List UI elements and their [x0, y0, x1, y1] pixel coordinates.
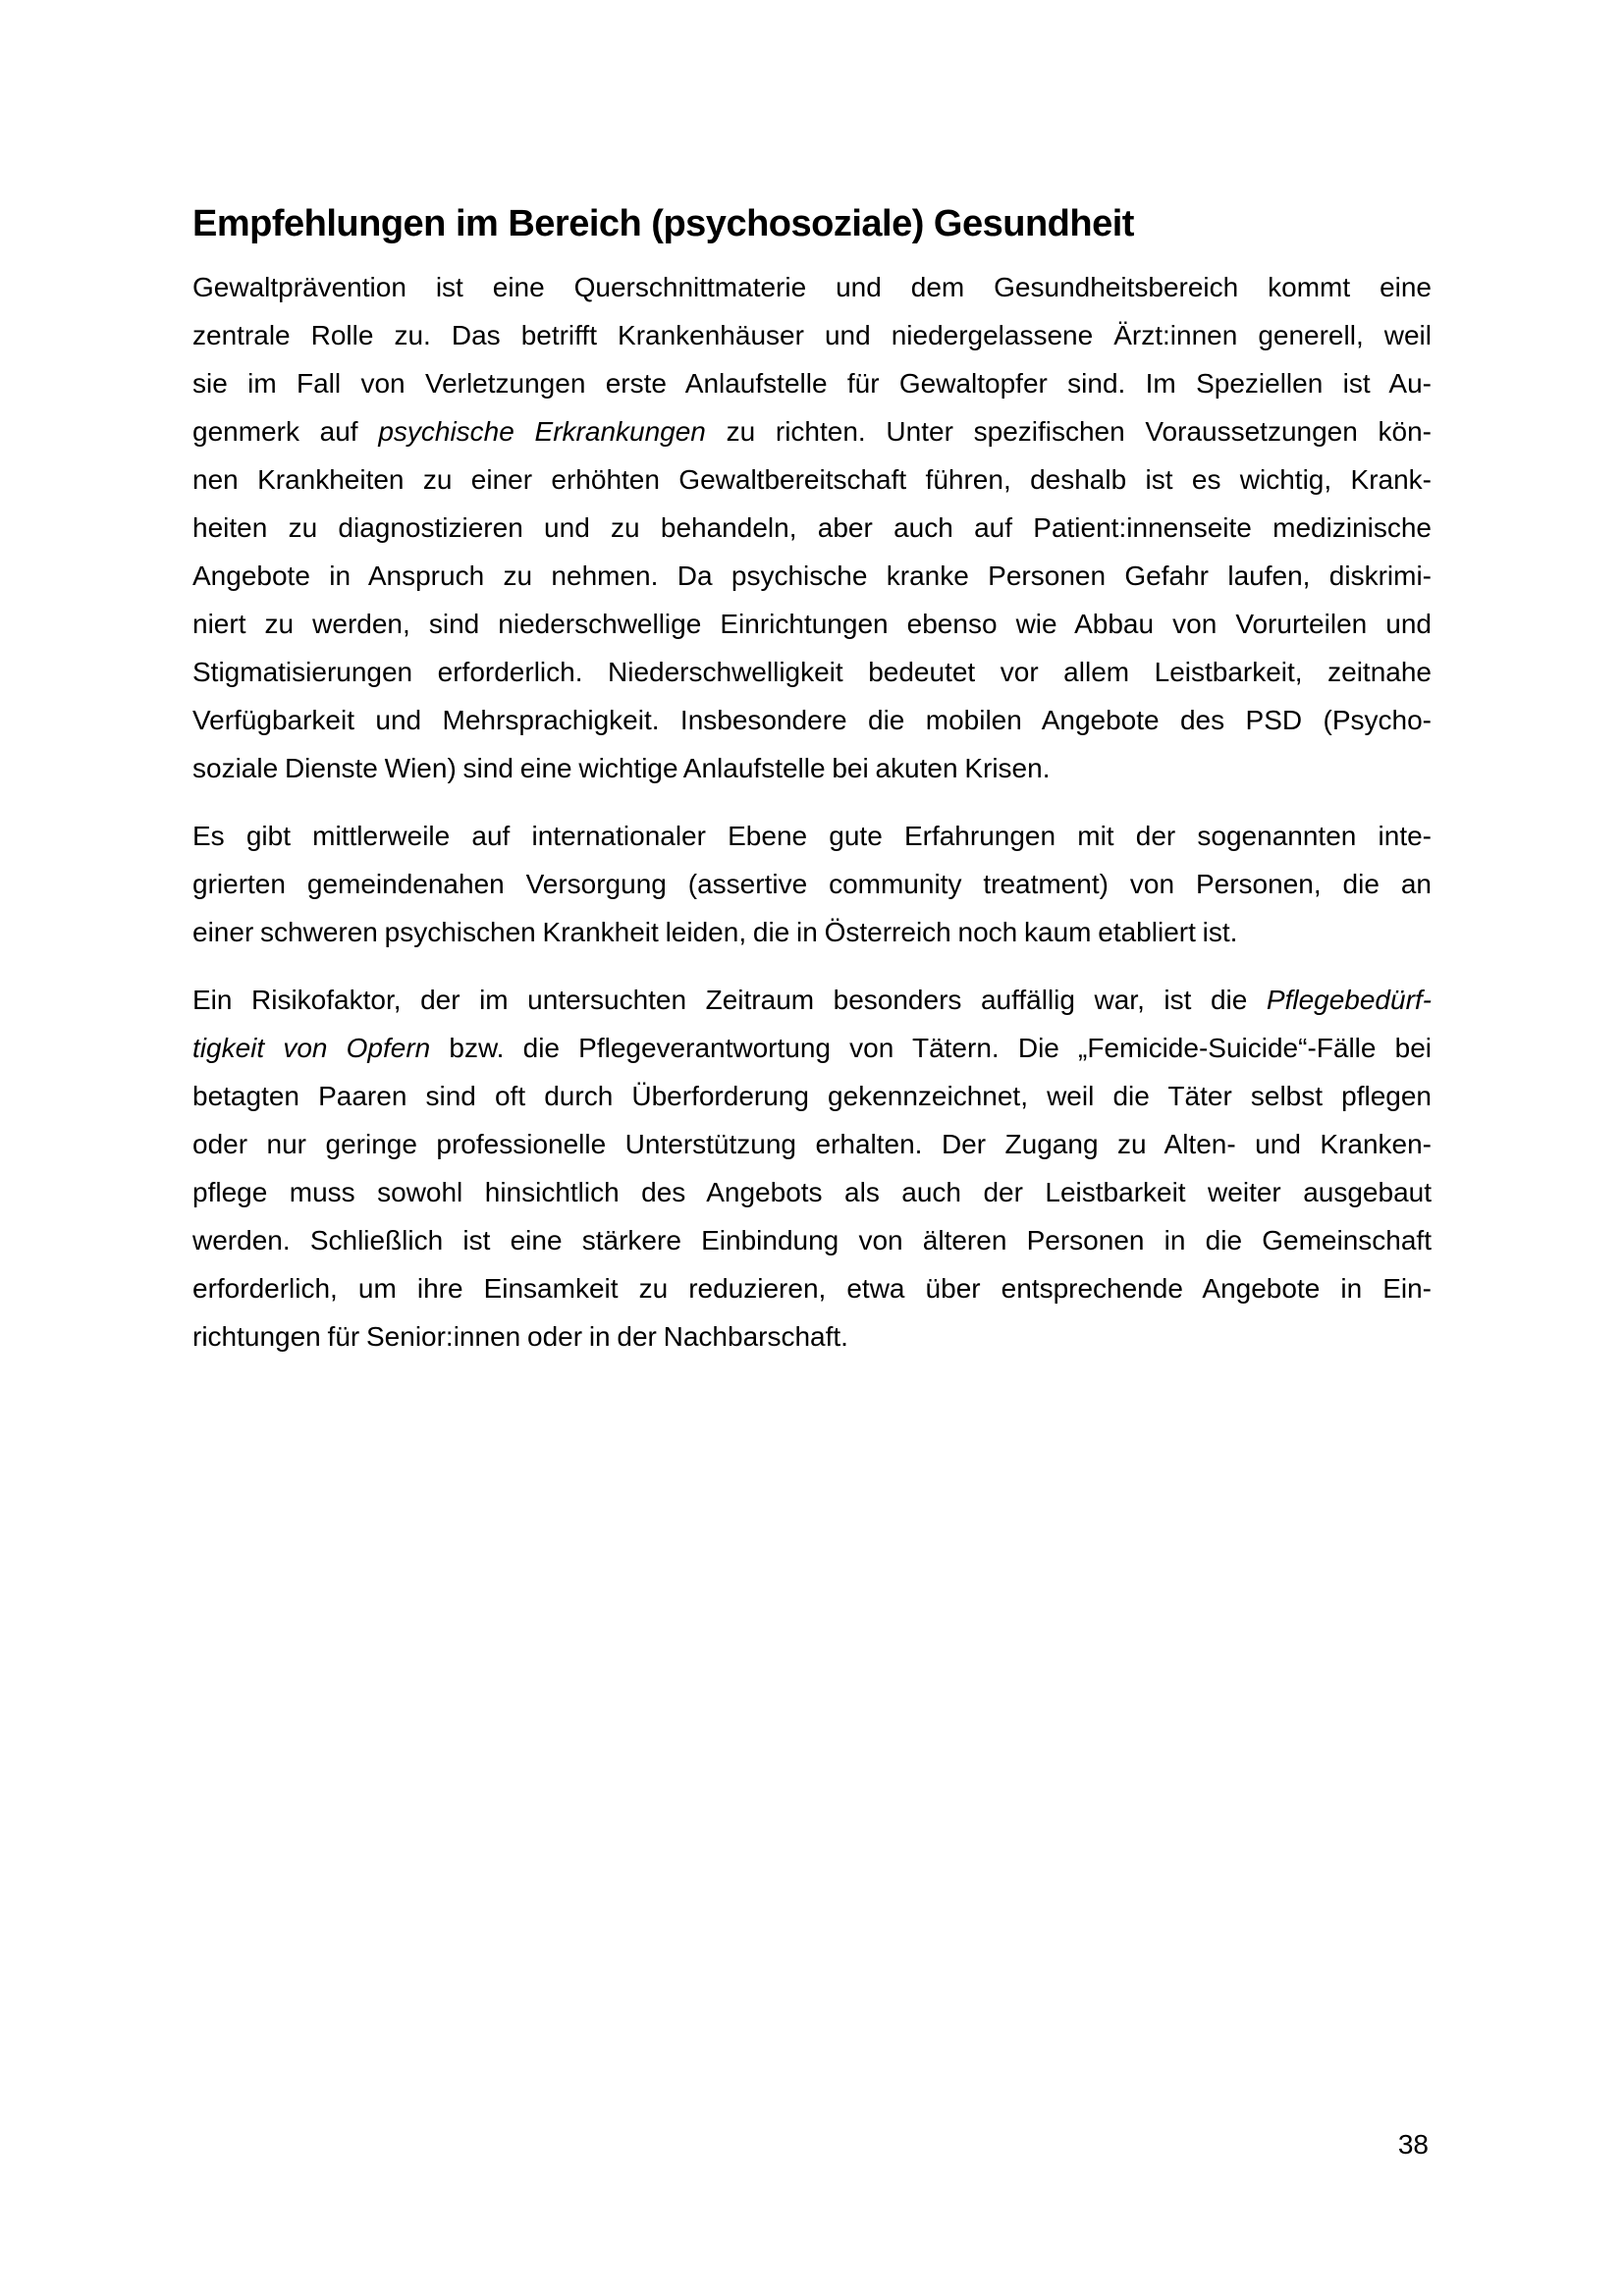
- text-line: [192, 976, 1432, 1024]
- text-line: [192, 359, 1432, 407]
- text-segment: bzw. die Pflegeverantwortung von Tätern. Die „Femicide-Suicide“-Fälle bei: [430, 1033, 1432, 1063]
- text-segment: Ein Risikofaktor, der im untersuchten Zeitraum besonders auffällig war, ist die: [192, 985, 1267, 1015]
- text-line: [192, 696, 1432, 744]
- text-line: [192, 407, 1432, 455]
- text-segment: Stigmatisierungen erforderlich. Niederschwelligkeit bedeutet vor allem Leistbarkeit, zeitnahe: [192, 657, 1432, 687]
- page-content: [192, 202, 1432, 1380]
- text-segment: pflege muss sowohl hinsichtlich des Angebots als auch der Leistbarkeit weiter ausgebaut: [192, 1177, 1432, 1207]
- text-segment: genmerk auf: [192, 416, 379, 447]
- italic-text: tigkeit von Opfern: [192, 1033, 431, 1063]
- text-line: [192, 552, 1432, 600]
- text-line: [192, 1168, 1432, 1216]
- text-segment: Angebote in Anspruch zu nehmen. Da psychische kranke Personen Gefahr laufen, diskrimi-: [192, 561, 1432, 591]
- text-line: [192, 648, 1432, 696]
- text-segment: grierten gemeindenahen Versorgung (assertive community treatment) von Personen, die an: [192, 869, 1432, 899]
- text-segment: zentrale Rolle zu. Das betrifft Krankenhäuser und niedergelassene Ärzt:innen generell, weil: [192, 320, 1432, 350]
- text-segment: erforderlich, um ihre Einsamkeit zu reduzieren, etwa über entsprechende Angebote in Ein-: [192, 1273, 1432, 1304]
- text-line: [192, 744, 1432, 792]
- text-line: [192, 600, 1432, 648]
- text-segment: niert zu werden, sind niederschwellige Einrichtungen ebenso wie Abbau von Vorurteilen und: [192, 609, 1432, 639]
- text-line: [192, 455, 1432, 504]
- paragraph: [192, 263, 1432, 792]
- italic-text: Pflegebedürf-: [1266, 985, 1432, 1015]
- text-segment: Es gibt mittlerweile auf internationaler Ebene gute Erfahrungen mit der sogenannten inte-: [192, 821, 1432, 851]
- text-line: [192, 860, 1432, 908]
- text-line: [192, 1312, 1432, 1361]
- text-segment: richtungen für Senior:innen oder in der Nachbarschaft.: [192, 1321, 848, 1352]
- text-line: [192, 311, 1432, 359]
- text-line: [192, 504, 1432, 552]
- text-line: [192, 1120, 1432, 1168]
- text-segment: betagten Paaren sind oft durch Überforderung gekennzeichnet, weil die Täter selbst pflegen: [192, 1081, 1432, 1111]
- text-segment: nen Krankheiten zu einer erhöhten Gewaltbereitschaft führen, deshalb ist es wichtig, Krank-: [192, 464, 1432, 495]
- section-heading: Empfehlungen im Bereich (psychosoziale) Gesundheit: [192, 203, 1134, 244]
- text-segment: zu richten. Unter spezifischen Voraussetzungen kön-: [705, 416, 1432, 447]
- text-segment: soziale Dienste Wien) sind eine wichtige Anlaufstelle bei akuten Krisen.: [192, 753, 1051, 783]
- paragraph: [192, 812, 1432, 956]
- italic-text: psychische Erkrankungen: [378, 416, 706, 447]
- text-segment: werden. Schließlich ist eine stärkere Einbindung von älteren Personen in die Gemeinschaft: [192, 1225, 1432, 1255]
- text-line: [192, 812, 1432, 860]
- text-segment: oder nur geringe professionelle Unterstützung erhalten. Der Zugang zu Alten- und Kranken-: [192, 1129, 1432, 1159]
- text-line: [192, 263, 1432, 311]
- text-segment: Gewaltprävention ist eine Querschnittmaterie und dem Gesundheitsbereich kommt eine: [192, 272, 1432, 302]
- text-segment: heiten zu diagnostizieren und zu behandeln, aber auch auf Patient:innenseite medizinische: [192, 512, 1432, 543]
- text-segment: Verfügbarkeit und Mehrsprachigkeit. Insbesondere die mobilen Angebote des PSD (Psycho-: [192, 705, 1432, 735]
- text-line: [192, 1264, 1432, 1312]
- text-line: [192, 908, 1432, 956]
- text-segment: sie im Fall von Verletzungen erste Anlaufstelle für Gewaltopfer sind. Im Speziellen ist Au-: [192, 368, 1432, 399]
- text-segment: einer schweren psychischen Krankheit leiden, die in Österreich noch kaum etabliert ist.: [192, 917, 1238, 947]
- page-number: 38: [1397, 2129, 1429, 2160]
- text-line: [192, 1072, 1432, 1120]
- paragraph: [192, 976, 1432, 1361]
- body-text: [192, 263, 1432, 1361]
- text-line: [192, 1024, 1432, 1072]
- text-line: [192, 1216, 1432, 1264]
